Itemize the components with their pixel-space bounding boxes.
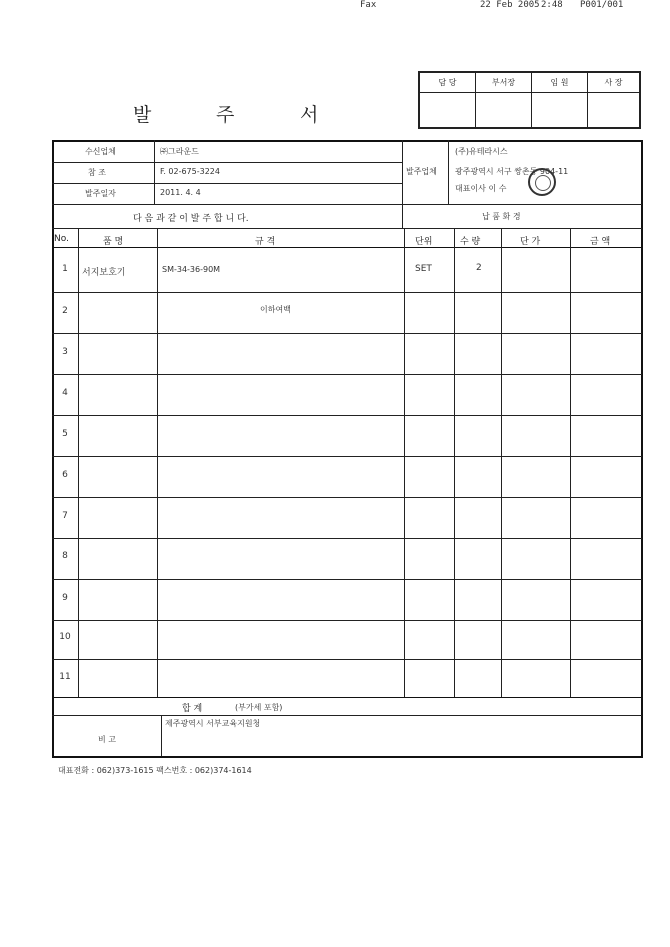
fax-page: P001/001 xyxy=(580,0,624,10)
row-number: 2 xyxy=(62,306,68,316)
col-header-no: No. xyxy=(54,234,69,244)
doc-title-char-2: 주 xyxy=(216,104,237,126)
fax-time: 2:48 xyxy=(541,0,563,10)
recipient-ref-value[interactable]: F. 02-675-3224 xyxy=(160,167,220,176)
total-label: 합 계 xyxy=(182,704,203,714)
remarks-value[interactable]: 제주광역시 서부교육지원청 xyxy=(165,719,261,728)
recipient-company-value[interactable]: ㈜그라운드 xyxy=(160,147,199,156)
approval-sign-staff[interactable] xyxy=(420,93,476,129)
order-date-label: 발주일자 xyxy=(85,189,116,198)
row-number: 7 xyxy=(62,511,68,521)
orderer-address: 광주광역시 서구 쌍촌동 904-11 xyxy=(455,167,569,176)
row-number: 11 xyxy=(59,672,71,682)
col-header-spec: 규 격 xyxy=(255,237,276,247)
remarks-label: 비 고 xyxy=(98,735,116,744)
orderer-representative: 대표이사 이 수 xyxy=(455,184,507,193)
approval-header-executive: 임 원 xyxy=(532,73,588,93)
row-unit[interactable]: SET xyxy=(415,264,432,274)
row-spec[interactable]: 이하여백 xyxy=(260,305,291,314)
row-item[interactable]: 서지보호기 xyxy=(82,268,126,278)
row-qty[interactable]: 2 xyxy=(476,263,482,273)
approval-box xyxy=(418,71,641,129)
approval-header-staff: 담 당 xyxy=(420,73,476,93)
orderer-label: 발주업체 xyxy=(406,167,437,176)
approval-sign-executive[interactable] xyxy=(532,93,588,129)
col-header-qty: 수 량 xyxy=(460,237,481,247)
row-number: 1 xyxy=(62,264,68,274)
recipient-ref-label: 참 조 xyxy=(88,168,106,177)
row-number: 9 xyxy=(62,593,68,603)
doc-title-char-3: 서 xyxy=(300,104,321,126)
recipient-company-label: 수신업체 xyxy=(85,147,116,156)
approval-sign-manager[interactable] xyxy=(476,93,532,129)
col-header-item: 품 명 xyxy=(103,237,124,247)
contact-footer: 대표전화 : 062)373-1615 팩스번호 : 062)374-1614 xyxy=(58,766,252,775)
order-statement: 다 음 과 같 이 발 주 합 니 다. xyxy=(133,214,249,224)
col-header-price: 단 가 xyxy=(520,237,541,247)
fax-date: 22 Feb 2005 xyxy=(480,0,540,10)
row-number: 5 xyxy=(62,429,68,439)
company-seal-stamp xyxy=(528,168,556,196)
row-number: 4 xyxy=(62,388,68,398)
row-number: 6 xyxy=(62,470,68,480)
row-spec[interactable]: SM-34-36-90M xyxy=(162,265,221,274)
total-note: (부가세 포함) xyxy=(235,703,283,712)
row-number: 8 xyxy=(62,551,68,561)
col-header-unit: 단위 xyxy=(415,237,433,247)
orderer-company: (주)유테라시스 xyxy=(455,147,508,156)
approval-header-ceo: 사 장 xyxy=(588,73,639,93)
delivery-label: 납 품 화 경 xyxy=(482,212,521,221)
approval-header-manager: 부서장 xyxy=(476,73,532,93)
fax-label: Fax xyxy=(360,0,377,10)
order-date-value[interactable]: 2011. 4. 4 xyxy=(160,188,201,197)
col-header-amount: 금 액 xyxy=(590,237,611,247)
row-number: 3 xyxy=(62,347,68,357)
doc-title-char-1: 발 xyxy=(133,104,154,126)
row-number: 10 xyxy=(59,632,71,642)
